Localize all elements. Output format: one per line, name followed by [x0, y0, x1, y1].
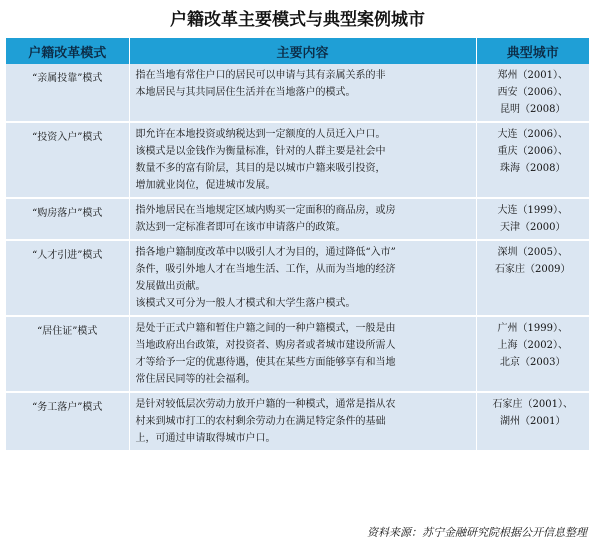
reform-table [6, 38, 589, 452]
table-row [6, 64, 589, 122]
table-header-row [6, 38, 589, 64]
table-row [6, 316, 589, 392]
table-row [6, 198, 589, 240]
city-entry: 北京（2003） [500, 357, 566, 368]
header-content: 主要内容 [129, 38, 476, 64]
city-entry: 天津（2000） [500, 222, 566, 233]
city-entry: 西安（2006）、 [497, 87, 568, 98]
table-row [6, 392, 589, 451]
row-cities [476, 316, 589, 392]
city-entry: 深圳（2005）、 [497, 247, 568, 258]
content-line: 该模式又可分为一般人才模式和大学生落户模式。 [135, 298, 356, 309]
content-line: 村来到城市打工的农村剩余劳动力在满足特定条件的基础 [135, 416, 386, 427]
city-entry: 湖州（2001） [500, 416, 566, 427]
row-mode: “务工落户”模式 [6, 392, 129, 451]
row-content [129, 64, 476, 122]
row-cities [476, 64, 589, 122]
content-line: 发展做出贡献。 [135, 281, 206, 292]
row-mode: “亲属投靠”模式 [6, 64, 129, 122]
city-entry: 重庆（2006）、 [497, 146, 568, 157]
city-entry: 石家庄（2001）、 [492, 399, 573, 410]
row-cities [476, 240, 589, 316]
header-mode: 户籍改革模式 [6, 38, 129, 64]
city-entry: 珠海（2008） [500, 163, 566, 174]
city-entry: 昆明（2008） [500, 104, 566, 115]
content-line: 指外地居民在当地规定区域内购买一定面积的商品房，或房 [135, 205, 396, 216]
row-content [129, 122, 476, 198]
content-line: 该模式是以金钱作为衡量标准，针对的人群主要是社会中 [135, 146, 386, 157]
content-line: 即允许在本地投资或纳税达到一定额度的人员迁入户口。 [135, 129, 386, 140]
row-cities [476, 392, 589, 451]
city-entry: 上海（2002）、 [497, 340, 568, 351]
content-line: 款达到一定标准者即可在该市申请落户的政策。 [135, 222, 346, 233]
row-cities [476, 198, 589, 240]
content-line: 当地政府出台政策，对投资者、购房者或者城市建设所需人 [135, 340, 396, 351]
city-entry: 广州（1999）、 [497, 323, 568, 334]
table-row [6, 240, 589, 316]
row-cities [476, 122, 589, 198]
content-line: 本地居民与其共同居住生活并在当地落户的模式。 [135, 87, 356, 98]
content-line: 常住居民同等的社会福利。 [135, 374, 256, 385]
content-line: 是针对较低层次劳动力放开户籍的一种模式，通常是指从农 [135, 399, 396, 410]
row-content [129, 316, 476, 392]
content-line: 数量不多的富有阶层，其目的是以城市户籍来吸引投资， [135, 163, 386, 174]
page-title: 户籍改革主要模式与典型案例城市 [170, 10, 425, 30]
content-line: 条件，吸引外地人才在当地生活、工作，从而为当地的经济 [135, 264, 396, 275]
row-content [129, 198, 476, 240]
row-mode: “购房落户”模式 [6, 198, 129, 240]
table-row [6, 122, 589, 198]
content-line: 才等给予一定的优惠待遇，使其在某些方面能够享有和当地 [135, 357, 396, 368]
row-mode: “投资入户”模式 [6, 122, 129, 198]
row-content [129, 392, 476, 451]
city-entry: 郑州（2001）、 [497, 70, 568, 81]
city-entry: 大连（2006）、 [497, 129, 568, 140]
row-content [129, 240, 476, 316]
row-mode: “居住证”模式 [6, 316, 129, 392]
row-mode: “人才引进”模式 [6, 240, 129, 316]
content-line: 指各地户籍制度改革中以吸引人才为目的，通过降低“入市” [135, 247, 396, 258]
content-line: 是处于正式户籍和暂住户籍之间的一种户籍模式，一般是由 [135, 323, 396, 334]
city-entry: 石家庄（2009） [495, 264, 571, 275]
content-line: 指在当地有常住户口的居民可以申请与其有亲属关系的非 [135, 70, 386, 81]
content-line: 增加就业岗位，促进城市发展。 [135, 180, 276, 191]
content-line: 上，可通过申请取得城市户口。 [135, 433, 276, 444]
header-cities: 典型城市 [476, 38, 589, 64]
source-note: 资料来源：苏宁金融研究院根据公开信息整理 [367, 526, 587, 539]
city-entry: 大连（1999）、 [497, 205, 568, 216]
